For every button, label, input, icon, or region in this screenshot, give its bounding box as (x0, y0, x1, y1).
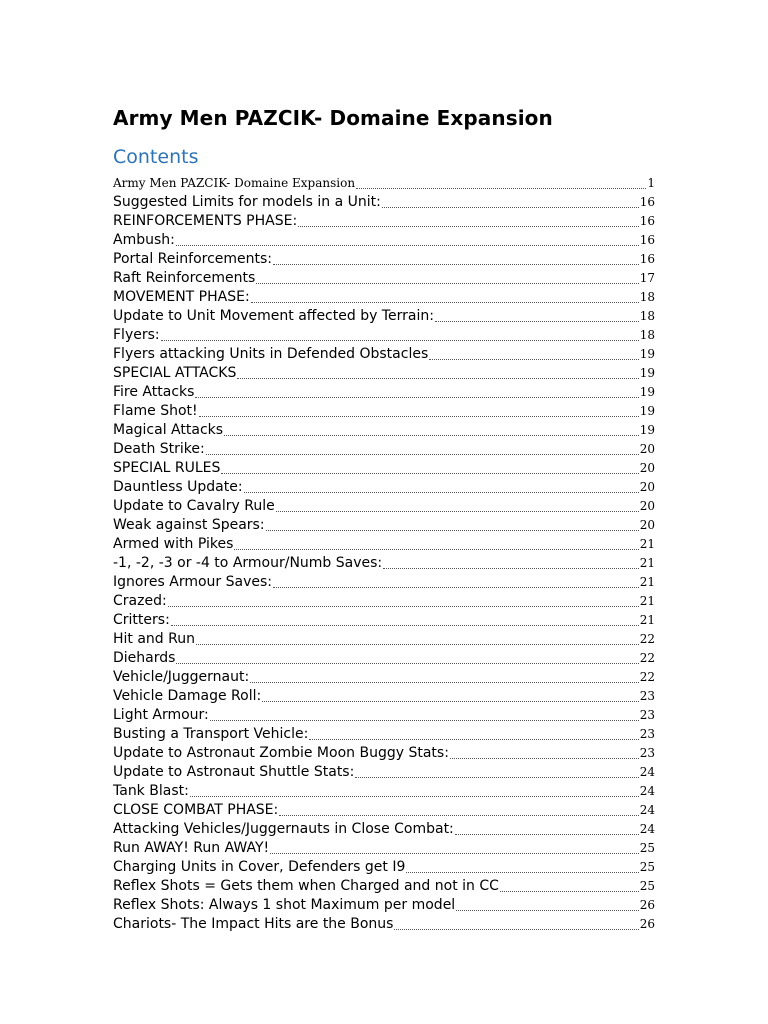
toc-entry-label: REINFORCEMENTS PHASE: (113, 213, 298, 229)
toc-entry-page-number: 23 (639, 708, 655, 722)
toc-dot-leader (224, 435, 639, 436)
toc-entry[interactable] (113, 231, 655, 250)
toc-entry-page-number: 25 (639, 879, 655, 893)
toc-entry[interactable] (113, 269, 655, 288)
toc-entry-page-number: 19 (639, 347, 655, 361)
toc-entry-label: Diehards (113, 650, 176, 666)
toc-dot-leader (455, 834, 639, 835)
toc-entry[interactable] (113, 288, 655, 307)
toc-dot-leader (210, 720, 639, 721)
toc-entry-page-number: 16 (639, 233, 655, 247)
toc-dot-leader (237, 378, 638, 379)
toc-entry[interactable] (113, 174, 655, 193)
toc-entry-page-number: 21 (639, 575, 655, 589)
toc-dot-leader (276, 511, 639, 512)
toc-entry[interactable] (113, 763, 655, 782)
toc-dot-leader (234, 549, 638, 550)
toc-dot-leader (279, 815, 638, 816)
toc-entry-label: Portal Reinforcements: (113, 251, 273, 267)
toc-entry[interactable] (113, 706, 655, 725)
toc-entry-label: Hit and Run (113, 631, 195, 647)
toc-entry[interactable] (113, 212, 655, 231)
toc-entry-page-number: 16 (639, 195, 655, 209)
toc-entry[interactable] (113, 592, 655, 611)
toc-entry[interactable] (113, 554, 655, 573)
toc-dot-leader (309, 739, 638, 740)
toc-entry[interactable] (113, 915, 655, 934)
toc-entry-page-number: 16 (639, 214, 655, 228)
toc-dot-leader (256, 283, 638, 284)
toc-entry[interactable] (113, 896, 655, 915)
toc-entry[interactable] (113, 364, 655, 383)
toc-entry-page-number: 16 (639, 252, 655, 266)
toc-dot-leader (199, 416, 639, 417)
toc-entry[interactable] (113, 877, 655, 896)
toc-dot-leader (382, 207, 639, 208)
toc-entry-page-number: 24 (639, 803, 655, 817)
toc-entry-label: Flyers attacking Units in Defended Obstacles (113, 346, 429, 362)
toc-entry-page-number: 17 (639, 271, 655, 285)
toc-entry-label: Light Armour: (113, 707, 209, 723)
toc-entry[interactable] (113, 307, 655, 326)
toc-entry[interactable] (113, 611, 655, 630)
toc-entry[interactable] (113, 497, 655, 516)
toc-entry[interactable] (113, 402, 655, 421)
toc-entry-label: Weak against Spears: (113, 517, 265, 533)
toc-entry-page-number: 26 (639, 917, 655, 931)
toc-entry-page-number: 23 (639, 746, 655, 760)
contents-heading: Contents (113, 146, 199, 168)
toc-entry[interactable] (113, 250, 655, 269)
toc-entry-label: Attacking Vehicles/Juggernauts in Close Combat: (113, 821, 454, 837)
toc-dot-leader (500, 891, 639, 892)
toc-entry-label: Charging Units in Cover, Defenders get I9 (113, 859, 406, 875)
toc-entry-label: Update to Astronaut Zombie Moon Buggy Stats: (113, 745, 449, 761)
toc-entry[interactable] (113, 383, 655, 402)
toc-entry-label: Update to Unit Movement affected by Terrain: (113, 308, 434, 324)
toc-entry-label: Critters: (113, 612, 170, 628)
toc-entry-label: Crazed: (113, 593, 167, 609)
toc-entry[interactable] (113, 535, 655, 554)
toc-entry-page-number: 18 (639, 328, 655, 342)
toc-dot-leader (176, 663, 638, 664)
toc-entry-label: Army Men PAZCIK- Domaine Expansion (113, 176, 356, 190)
toc-dot-leader (176, 245, 639, 246)
toc-entry[interactable] (113, 820, 655, 839)
toc-dot-leader (171, 625, 639, 626)
toc-entry-label: Armed with Pikes (113, 536, 234, 552)
toc-entry-page-number: 26 (639, 898, 655, 912)
toc-entry-label: Vehicle/Juggernaut: (113, 669, 250, 685)
toc-entry-page-number: 20 (639, 461, 655, 475)
toc-dot-leader (355, 777, 638, 778)
toc-entry-label: Dauntless Update: (113, 479, 243, 495)
toc-entry-label: Tank Blast: (113, 783, 189, 799)
toc-entry[interactable] (113, 345, 655, 364)
toc-entry-page-number: 22 (639, 651, 655, 665)
toc-entry[interactable] (113, 573, 655, 592)
toc-entry[interactable] (113, 858, 655, 877)
toc-entry-label: Run AWAY! Run AWAY! (113, 840, 270, 856)
toc-entry[interactable] (113, 193, 655, 212)
toc-entry-label: -1, -2, -3 or -4 to Armour/Numb Saves: (113, 555, 383, 571)
toc-dot-leader (206, 454, 639, 455)
toc-entry-page-number: 25 (639, 841, 655, 855)
toc-entry[interactable] (113, 516, 655, 535)
toc-entry-label: Update to Astronaut Shuttle Stats: (113, 764, 355, 780)
toc-entry-page-number: 22 (639, 632, 655, 646)
toc-entry[interactable] (113, 459, 655, 478)
toc-entry-page-number: 24 (639, 765, 655, 779)
toc-entry-page-number: 18 (639, 290, 655, 304)
toc-dot-leader (196, 644, 639, 645)
toc-entry-label: Magical Attacks (113, 422, 224, 438)
toc-entry-label: Vehicle Damage Roll: (113, 688, 262, 704)
toc-entry[interactable] (113, 649, 655, 668)
toc-dot-leader (250, 682, 639, 683)
toc-entry-label: Reflex Shots: Always 1 shot Maximum per model (113, 897, 456, 913)
toc-entry[interactable] (113, 687, 655, 706)
toc-dot-leader (429, 359, 638, 360)
toc-entry-label: SPECIAL RULES (113, 460, 221, 476)
toc-entry-page-number: 19 (639, 366, 655, 380)
toc-dot-leader (262, 701, 639, 702)
toc-dot-leader (450, 758, 639, 759)
toc-entry-label: Ignores Armour Saves: (113, 574, 273, 590)
toc-entry-label: Chariots- The Impact Hits are the Bonus (113, 916, 394, 932)
toc-dot-leader (273, 587, 639, 588)
toc-entry[interactable] (113, 839, 655, 858)
toc-entry-page-number: 20 (639, 499, 655, 513)
toc-dot-leader (456, 910, 639, 911)
toc-dot-leader (298, 226, 639, 227)
toc-dot-leader (266, 530, 639, 531)
toc-dot-leader (168, 606, 639, 607)
toc-entry-page-number: 24 (639, 822, 655, 836)
toc-entry-label: CLOSE COMBAT PHASE: (113, 802, 279, 818)
toc-entry-page-number: 18 (639, 309, 655, 323)
toc-entry-page-number: 20 (639, 442, 655, 456)
toc-dot-leader (270, 853, 639, 854)
toc-entry[interactable] (113, 668, 655, 687)
toc-entry[interactable] (113, 725, 655, 744)
toc-entry-page-number: 19 (639, 404, 655, 418)
table-of-contents (113, 174, 655, 934)
toc-entry-label: Flyers: (113, 327, 160, 343)
toc-entry-page-number: 19 (639, 423, 655, 437)
toc-entry[interactable] (113, 326, 655, 345)
document-title: Army Men PAZCIK- Domaine Expansion (113, 106, 553, 130)
toc-entry-page-number: 20 (639, 480, 655, 494)
toc-entry[interactable] (113, 744, 655, 763)
toc-entry-label: Flame Shot! (113, 403, 198, 419)
toc-dot-leader (406, 872, 638, 873)
toc-entry-page-number: 25 (639, 860, 655, 874)
toc-entry-label: Suggested Limits for models in a Unit: (113, 194, 381, 210)
toc-entry-page-number: 20 (639, 518, 655, 532)
toc-dot-leader (195, 397, 638, 398)
toc-entry[interactable] (113, 478, 655, 497)
toc-entry-page-number: 21 (639, 594, 655, 608)
toc-dot-leader (273, 264, 639, 265)
toc-entry[interactable] (113, 801, 655, 820)
toc-entry-page-number: 22 (639, 670, 655, 684)
toc-entry-label: Ambush: (113, 232, 175, 248)
toc-entry[interactable] (113, 782, 655, 801)
toc-entry-label: Fire Attacks (113, 384, 195, 400)
toc-entry-label: Raft Reinforcements (113, 270, 256, 286)
toc-dot-leader (161, 340, 639, 341)
toc-entry-page-number: 21 (639, 613, 655, 627)
toc-dot-leader (244, 492, 639, 493)
toc-entry-page-number: 23 (639, 727, 655, 741)
toc-entry-page-number: 19 (639, 385, 655, 399)
toc-dot-leader (435, 321, 639, 322)
toc-dot-leader (394, 929, 638, 930)
toc-dot-leader (356, 188, 646, 189)
toc-entry-page-number: 24 (639, 784, 655, 798)
toc-entry-label: Busting a Transport Vehicle: (113, 726, 309, 742)
toc-dot-leader (221, 473, 638, 474)
toc-entry[interactable] (113, 630, 655, 649)
toc-entry-page-number: 21 (639, 537, 655, 551)
toc-entry-label: Reflex Shots = Gets them when Charged and not in CC (113, 878, 499, 894)
toc-entry-label: SPECIAL ATTACKS (113, 365, 237, 381)
toc-entry-label: Update to Cavalry Rule (113, 498, 275, 514)
toc-entry-label: MOVEMENT PHASE: (113, 289, 250, 305)
toc-entry[interactable] (113, 421, 655, 440)
toc-entry-label: Death Strike: (113, 441, 205, 457)
toc-entry-page-number: 23 (639, 689, 655, 703)
toc-entry-page-number: 1 (647, 176, 655, 190)
toc-dot-leader (251, 302, 639, 303)
toc-dot-leader (383, 568, 639, 569)
toc-entry-page-number: 21 (639, 556, 655, 570)
toc-dot-leader (190, 796, 639, 797)
toc-entry[interactable] (113, 440, 655, 459)
